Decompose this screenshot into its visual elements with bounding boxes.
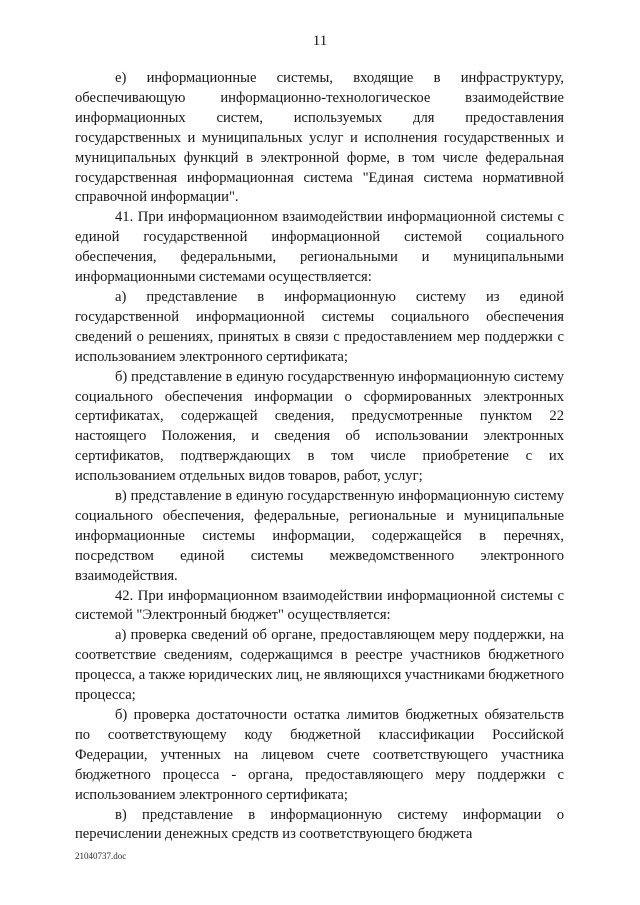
paragraph-42-a: а) проверка сведений об органе, предоставляющем меру поддержки, на соответствие сведениям, содержащимся в реестре участников бюджетного процесса, а также юридических лиц, не являющихся участниками бюджетного процесса;: [75, 627, 564, 704]
paragraph-42-v: в) представление в информационную систему информации о перечислении денежных средств из соответствующего бюджета: [75, 806, 564, 843]
paragraph-41-intro: 41. При информационном взаимодействии информационной системы с единой государственной информационной системой социального обеспечения, федеральными, региональными и муниципальными информационными системами осуществляется:: [75, 209, 564, 286]
document-file-code: 21040737.doc: [75, 851, 127, 861]
paragraph-41-a: а) представление в информационную систему из единой государственной информационной системы социального обеспечения сведений о решениях, принятых в связи с предоставлением мер поддержки с использованием электронного сертификата;: [75, 288, 564, 365]
paragraph-item-e-info-systems: е) информационные системы, входящие в инфраструктуру, обеспечивающую информационно-технологическое взаимодействие информационных систем, используемых для предоставления государственных и муниципальных услуг и исполнения государственных и муниципальных функций в электронной форме, в том числе федеральная государственная информационная система "Единая система нормативной справочной информации".: [75, 70, 564, 206]
paragraph-42-b: б) проверка достаточности остатка лимитов бюджетных обязательств по соответствующему коду бюджетной классификации Российской Федерации, учтенных на лицевом счете соответствующего участника бюджетного процесса - органа, предоставляющего меру поддержки с использованием электронного сертификата;: [75, 707, 564, 803]
paragraph-41-v: в) представление в единую государственную информационную систему социального обеспечения, федеральные, региональные и муниципальные информационные системы информации, содержащейся в перечнях, посредством единой системы межведомственного электронного взаимодействия.: [75, 488, 564, 584]
paragraph-41-b: б) представление в единую государственную информационную систему социального обеспечения информации о сформированных электронных сертификатах, содержащей сведения, предусмотренные пунктом 22 настоящего Положения, и сведения об использовании электронных сертификатов, подтверждающих в том числе приобретение с их использованием отдельных видов товаров, работ, услуг;: [75, 368, 564, 485]
document-body: [75, 69, 564, 845]
paragraph-42-intro: 42. При информационном взаимодействии информационной системы с системой "Электронный бюджет" осуществляется:: [75, 587, 564, 624]
page-number: 11: [312, 33, 328, 49]
